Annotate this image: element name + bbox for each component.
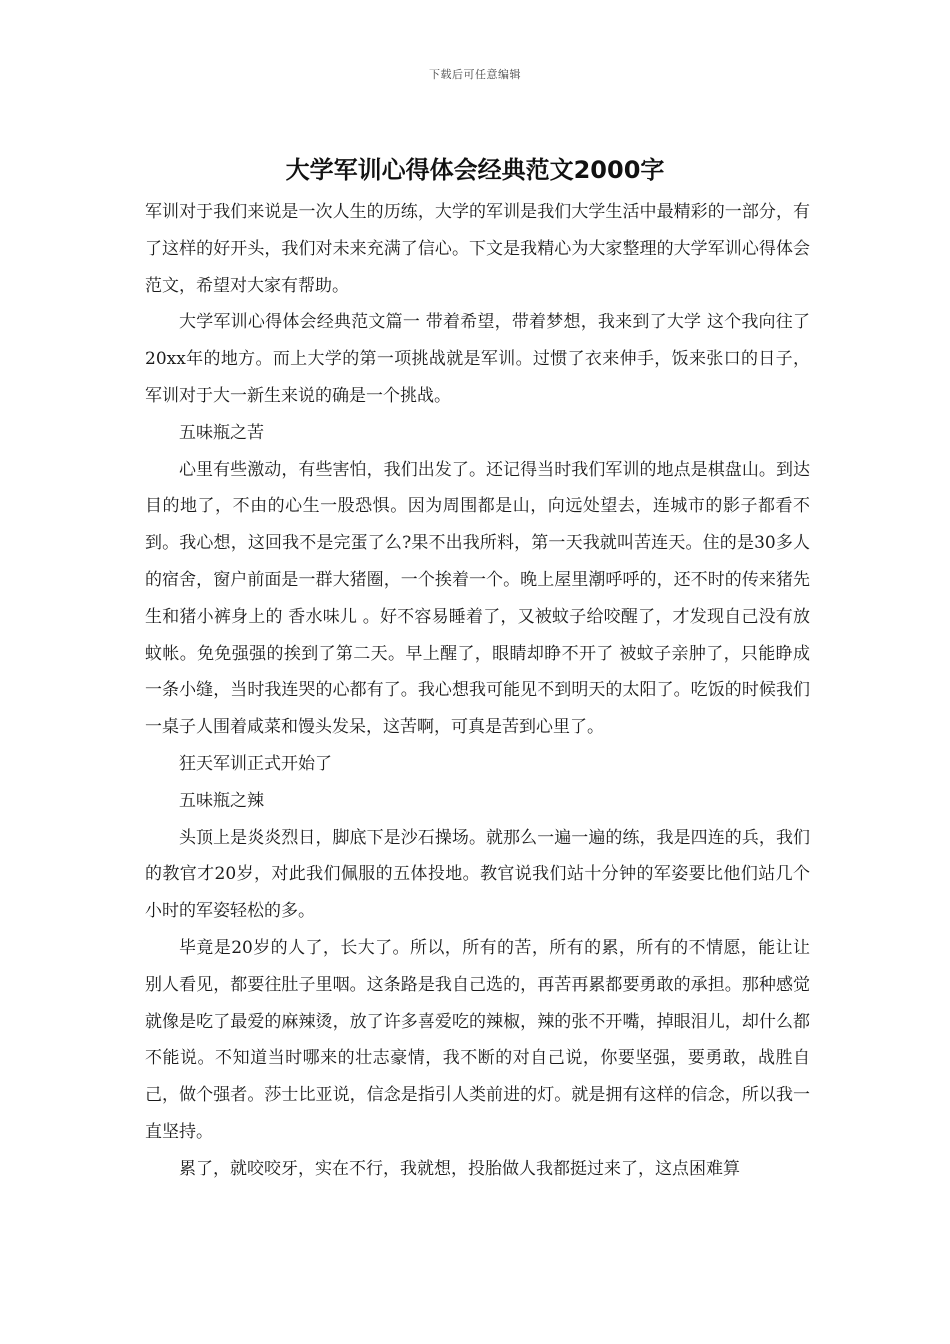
paragraph: 狂天军训正式开始了	[179, 753, 332, 774]
section-heading: 五味瓶之苦	[179, 422, 264, 443]
document-body	[145, 194, 810, 1188]
paragraph: 头顶上是炎炎烈日，脚底下是沙石操场。就那么一遍一遍的练，我是四连的兵，我们的教官才20岁，对此我们佩服的五体投地。教官说我们站十分钟的军姿要比他们站几个小时的军姿轻松的多。	[145, 827, 810, 922]
document-title: 大学军训心得体会经典范文2000字	[285, 156, 665, 184]
section-heading: 五味瓶之辣	[179, 790, 264, 811]
paragraph: 毕竟是20岁的人了，长大了。所以，所有的苦，所有的累，所有的不情愿，能让让别人看见，都要往肚子里咽。这条路是我自己选的，再苦再累都要勇敢的承担。那种感觉就像是吃了最爱的麻辣烫，放了许多喜爱吃的辣椒，辣的张不开嘴，掉眼泪儿，却什么都不能说。不知道当时哪来的壮志豪情，我不断的对自己说，你要坚强，要勇敢，战胜自己，做个强者。莎士比亚说，信念是指引人类前进的灯。就是拥有这样的信念，所以我一直坚持。	[145, 937, 810, 1142]
paragraph: 大学军训心得体会经典范文篇一 带着希望，带着梦想，我来到了大学 这个我向往了20xx年的地方。而上大学的第一项挑战就是军训。过惯了衣来伸手，饭来张口的日子，军训对于大一新生来说的确是一个挑战。	[145, 312, 810, 406]
paragraph: 累了，就咬咬牙，实在不行，我就想，投胎做人我都挺过来了，这点困难算	[179, 1158, 740, 1179]
paragraph: 军训对于我们来说是一次人生的历练，大学的军训是我们大学生活中最精彩的一部分，有了这样的好开头，我们对未来充满了信心。下文是我精心为大家整理的大学军训心得体会范文，希望对大家有帮助。	[145, 202, 810, 296]
paragraph: 心里有些激动，有些害怕，我们出发了。还记得当时我们军训的地点是棋盘山。到达目的地了，不由的心生一股恐惧。因为周围都是山，向远处望去，连城市的影子都看不到。我心想，这回我不是完蛋了么?果不出我所料，第一天我就叫苦连天。住的是30多人的宿舍，窗户前面是一群大猪圈，一个挨着一个。晚上屋里潮呼呼的，还不时的传来猪先生和猪小裤身上的 香水味儿 。好不容易睡着了，又被蚊子给咬醒了，才发现自己没有放蚊帐。免免强强的挨到了第二天。早上醒了，眼睛却睁不开了 被蚊子亲肿了，只能睁成一条小缝，当时我连哭的心都有了。我心想我可能见不到明天的太阳了。吃饭的时候我们一桌子人围着咸菜和馒头发呆，这苦啊，可真是苦到心里了。	[145, 459, 810, 738]
header-note: 下载后可任意编辑	[429, 68, 521, 81]
